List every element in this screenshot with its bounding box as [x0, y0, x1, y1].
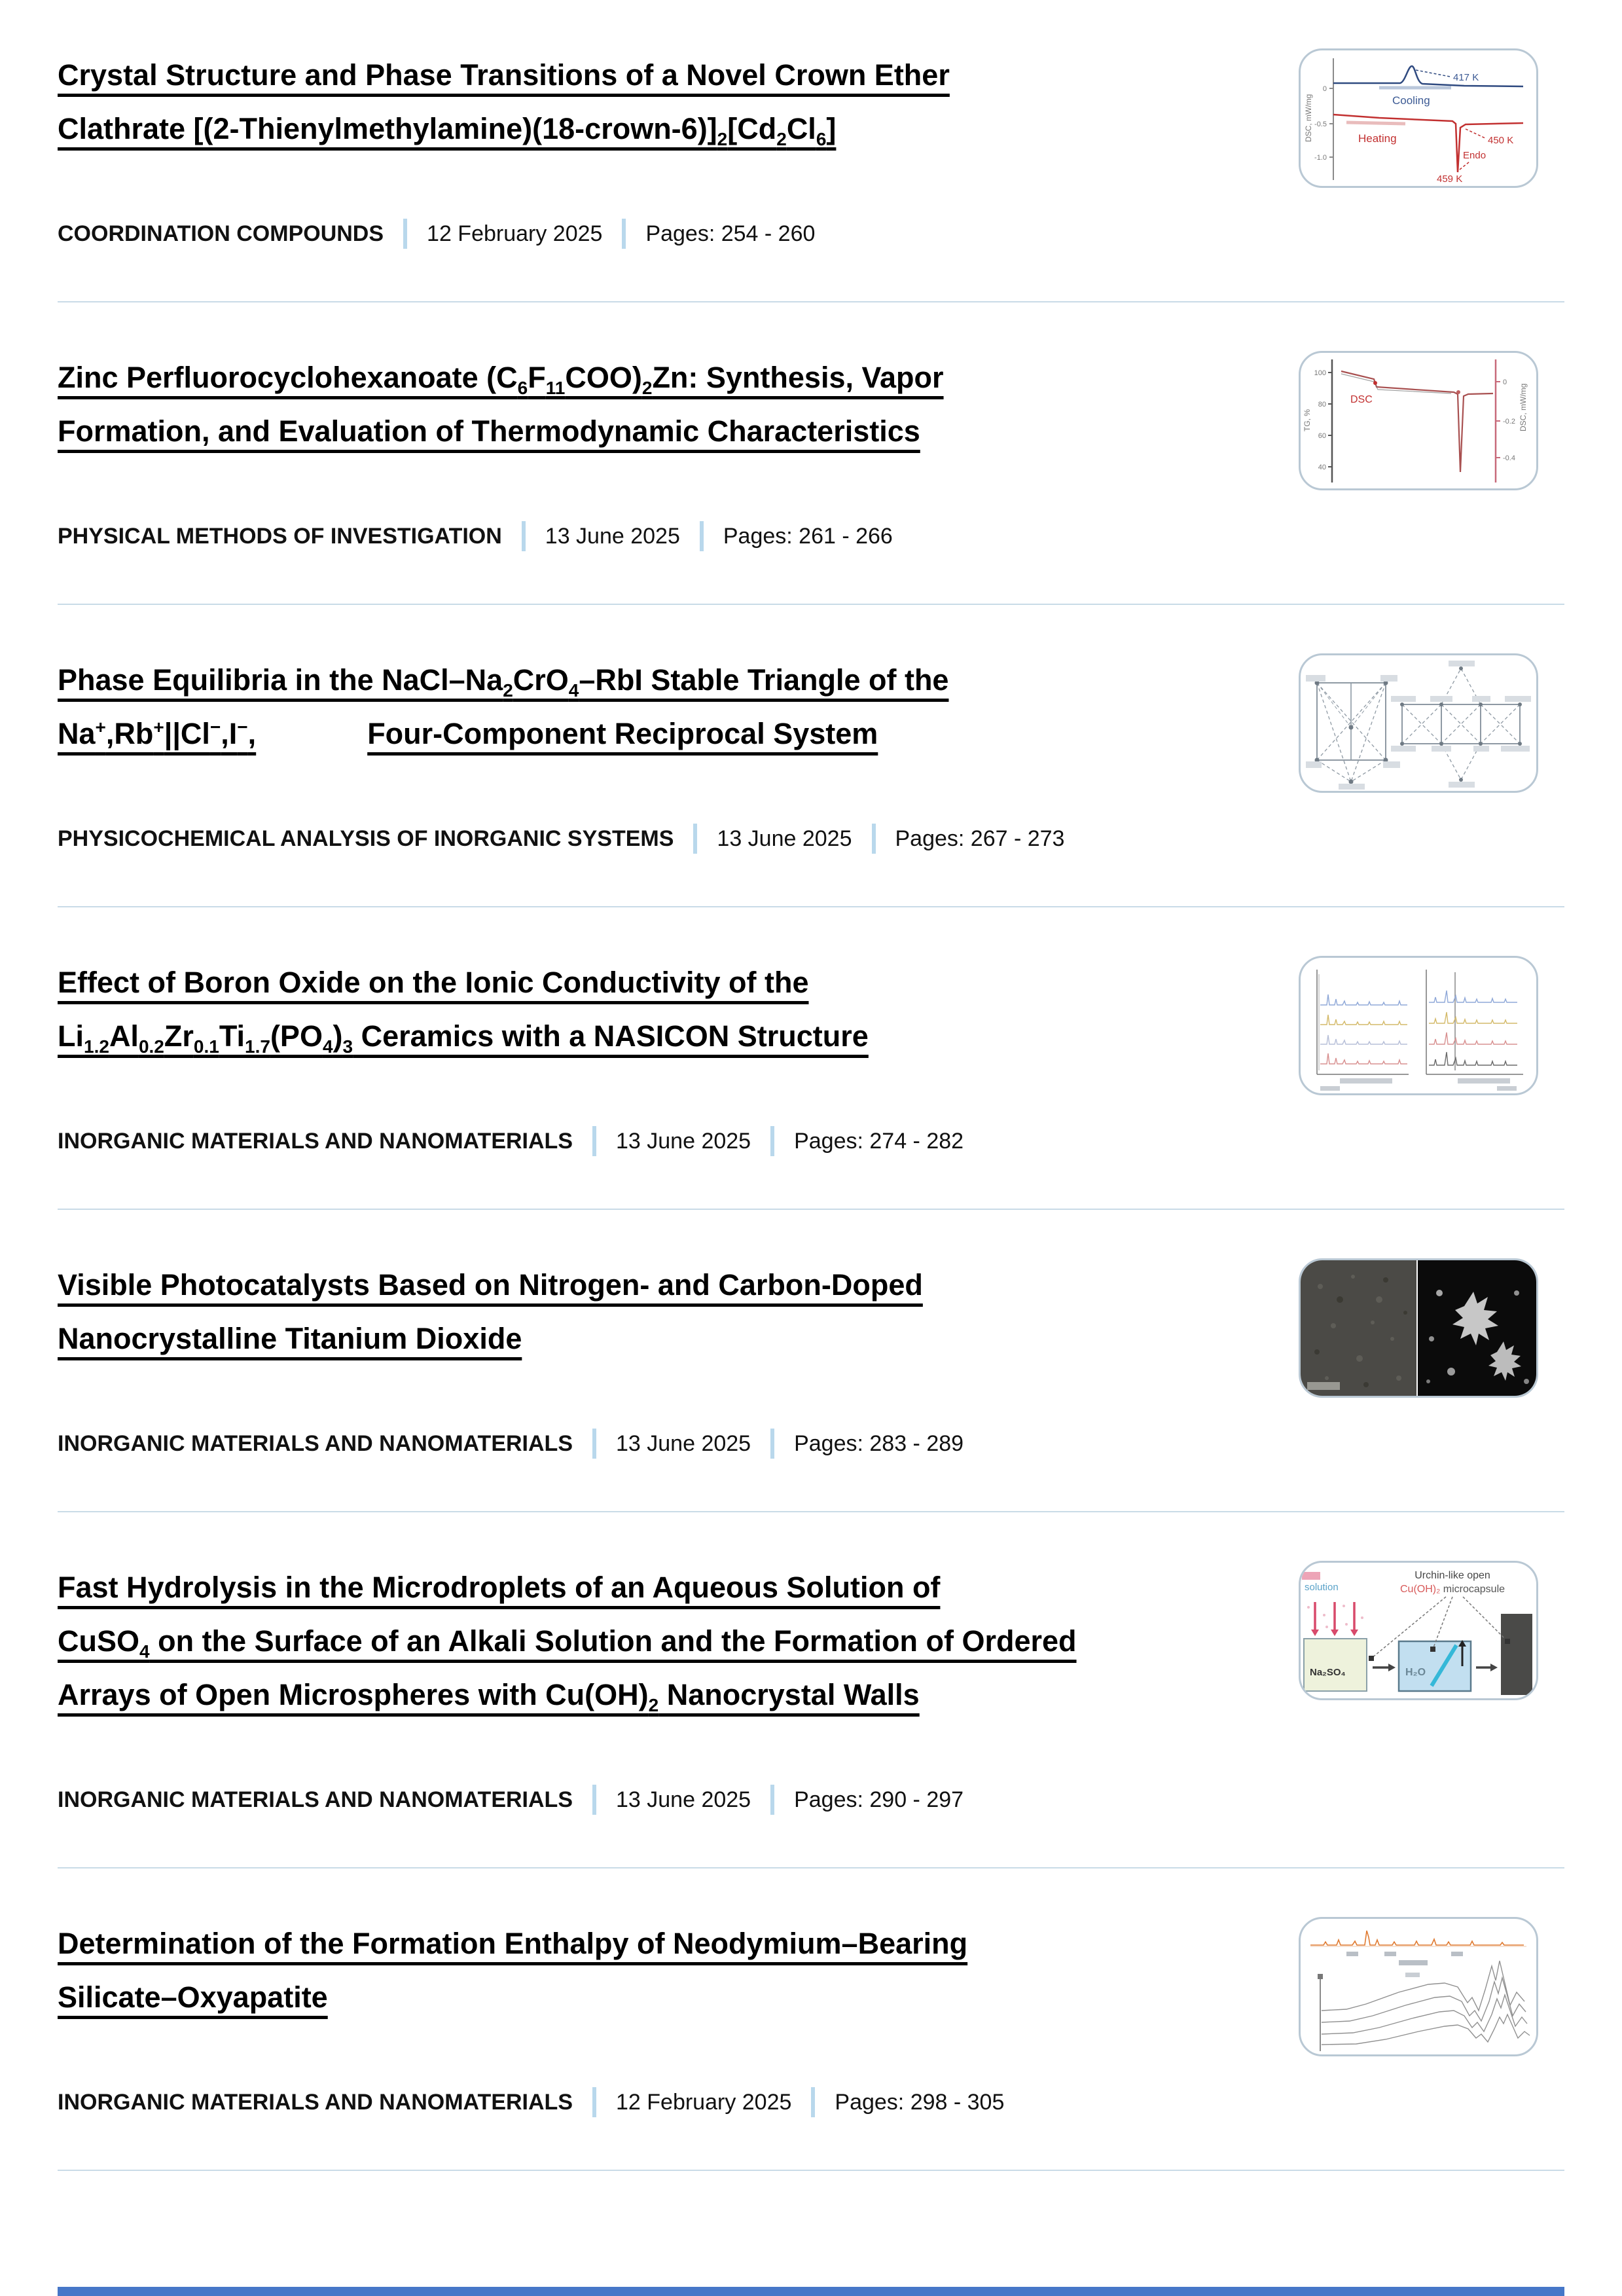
axis-tick: 100	[1314, 369, 1326, 377]
article-title-link[interactable]: Zinc Perfluorocyclohexanoate $(C_6F_{11}COO)_2Zn$: Synthesis, Vapor Formation, and Evaluation of Thermodynamic Characteristics	[58, 361, 944, 448]
meta-separator	[693, 824, 697, 854]
axis-tick: 0	[1322, 85, 1327, 93]
article-date: 13 June 2025	[545, 523, 680, 549]
article-date: 13 June 2025	[717, 826, 852, 851]
dsc-label: DSC	[1350, 394, 1373, 405]
peak-temp-label: 459 K	[1437, 173, 1463, 185]
article-title-link[interactable]: Effect of Boron Oxide on the Ionic Conductivity of the $Li_{1.2}Al_{0.2}Zr_{0.1}Ti_{1.7}(PO_4)_3$ Ceramics with a NASICON Structure	[58, 966, 869, 1057]
article-thumbnail[interactable]	[1299, 1258, 1538, 1398]
article-pages: Pages: 254 - 260	[645, 221, 816, 246]
meta-separator	[770, 1126, 774, 1156]
meta-separator	[770, 1785, 774, 1815]
article-date: 12 February 2025	[616, 2089, 792, 2115]
meta-separator	[522, 521, 526, 551]
article-category: COORDINATION COMPOUNDS	[58, 221, 384, 246]
meta-separator	[403, 219, 407, 249]
article-meta	[58, 2087, 1564, 2117]
article-category: PHYSICAL METHODS OF INVESTIGATION	[58, 523, 502, 549]
meta-separator	[700, 521, 704, 551]
cooling-label: Cooling	[1392, 94, 1430, 107]
axis-label: TG, %	[1303, 409, 1312, 431]
article-category: INORGANIC MATERIALS AND NANOMATERIALS	[58, 2089, 573, 2115]
meta-separator	[622, 219, 626, 249]
diffraction-and-calorimetry-curves-icon	[1301, 1919, 1536, 2054]
meta-separator	[872, 824, 876, 854]
heating-label: Heating	[1358, 132, 1397, 145]
meta-separator	[592, 1785, 596, 1815]
axis-label: DSC, mW/mg	[1304, 94, 1313, 142]
article-thumbnail[interactable]	[1299, 48, 1538, 188]
water-label: H₂O	[1405, 1667, 1426, 1678]
axis-tick: -1.0	[1314, 154, 1327, 162]
peak-temp-label: 417 K	[1453, 72, 1479, 83]
article-pages: Pages: 283 - 289	[794, 1430, 964, 1456]
axis-tick: 80	[1318, 401, 1326, 409]
salt-label: Na₂SO₄	[1310, 1667, 1346, 1678]
article-thumbnail[interactable]	[1299, 351, 1538, 490]
article-date: 13 June 2025	[616, 1787, 751, 1812]
meta-separator	[811, 2087, 815, 2117]
axis-tick: -0.5	[1314, 120, 1327, 128]
scheme-caption: Cu(OH)₂ microcapsule	[1399, 1584, 1505, 1595]
article-category: PHYSICOCHEMICAL ANALYSIS OF INORGANIC SYSTEMS	[58, 826, 674, 851]
article-meta	[58, 521, 1564, 551]
article-thumbnail[interactable]	[1299, 1917, 1538, 2056]
article-list-item	[58, 1210, 1564, 1512]
article-meta	[58, 1785, 1564, 1815]
article-meta	[58, 219, 1564, 249]
article-thumbnail[interactable]	[1299, 956, 1538, 1095]
article-title-link[interactable]: Fast Hydrolysis in the Microdroplets of an Aqueous Solution of CuSO$_4$ on the Surface of an Alkali Solution and the Formation of Ordered Arrays of Open Microspheres with $Cu(OH)_2$ Nanocrystal Walls	[58, 1571, 1077, 1715]
article-list-item	[58, 302, 1564, 605]
axis-tick: -0.4	[1503, 454, 1515, 462]
dsc-heating-cooling-chart-icon	[1301, 50, 1536, 186]
article-title-link[interactable]: Visible Photocatalysts Based on Nitrogen- and Carbon-Doped Nanocrystalline Titanium Dioxide	[58, 1268, 923, 1355]
article-pages: Pages: 274 - 282	[794, 1128, 964, 1154]
article-title-link[interactable]: Determination of the Formation Enthalpy of Neodymium–Bearing Silicate–Oxyapatite	[58, 1927, 968, 2014]
peak-temp-label: 450 K	[1488, 135, 1514, 146]
axis-tick: 0	[1503, 378, 1507, 386]
axis-tick: -0.2	[1503, 418, 1515, 426]
article-title-link[interactable]: Phase Equilibria in the NaCl–$Na_2CrO_4$–RbI Stable Triangle of the Na+,Rb+||Cl−,I−, Four-Component Reciprocal System	[58, 663, 949, 750]
article-meta	[58, 824, 1564, 854]
axis-tick: 40	[1318, 464, 1326, 471]
article-list-item	[58, 1868, 1564, 2171]
xrd-patterns-icon	[1301, 958, 1536, 1093]
footer-top-bar	[58, 2287, 1564, 2296]
article-pages: Pages: 290 - 297	[794, 1787, 964, 1812]
article-category: INORGANIC MATERIALS AND NANOMATERIALS	[58, 1430, 573, 1456]
article-date: 12 February 2025	[427, 221, 603, 246]
article-list-item	[58, 907, 1564, 1210]
microcapsule-formation-scheme-icon	[1301, 1563, 1536, 1698]
solution-label: solution	[1305, 1582, 1339, 1593]
article-date: 13 June 2025	[616, 1128, 751, 1154]
article-date: 13 June 2025	[616, 1430, 751, 1456]
phase-diagram-icon	[1301, 655, 1536, 791]
axis-tick: 60	[1318, 432, 1326, 440]
meta-separator	[592, 1429, 596, 1459]
meta-separator	[592, 2087, 596, 2117]
meta-separator	[770, 1429, 774, 1459]
article-list-item	[58, 605, 1564, 907]
article-list-item	[58, 1512, 1564, 1868]
article-thumbnail[interactable]	[1299, 653, 1538, 793]
axis-label: DSC, mW/mg	[1519, 383, 1528, 431]
sem-micrographs-icon	[1301, 1260, 1536, 1396]
tg-dsc-chart-icon	[1301, 353, 1536, 488]
article-meta	[58, 1126, 1564, 1156]
article-category: INORGANIC MATERIALS AND NANOMATERIALS	[58, 1128, 573, 1154]
scheme-caption: Urchin-like open	[1415, 1570, 1490, 1581]
article-meta	[58, 1429, 1564, 1459]
meta-separator	[592, 1126, 596, 1156]
article-thumbnail[interactable]	[1299, 1561, 1538, 1700]
article-title-link[interactable]: Crystal Structure and Phase Transitions of a Novel Crown Ether Clathrate $[(2-Thienylmethylamine)(18-crown-6)]_2[Cd_2Cl_6]$	[58, 58, 950, 149]
article-pages: Pages: 261 - 266	[723, 523, 893, 549]
article-list-item	[58, 0, 1564, 302]
article-pages: Pages: 298 - 305	[835, 2089, 1005, 2115]
article-category: INORGANIC MATERIALS AND NANOMATERIALS	[58, 1787, 573, 1812]
article-pages: Pages: 267 - 273	[895, 826, 1065, 851]
endo-label: Endo	[1463, 150, 1487, 161]
